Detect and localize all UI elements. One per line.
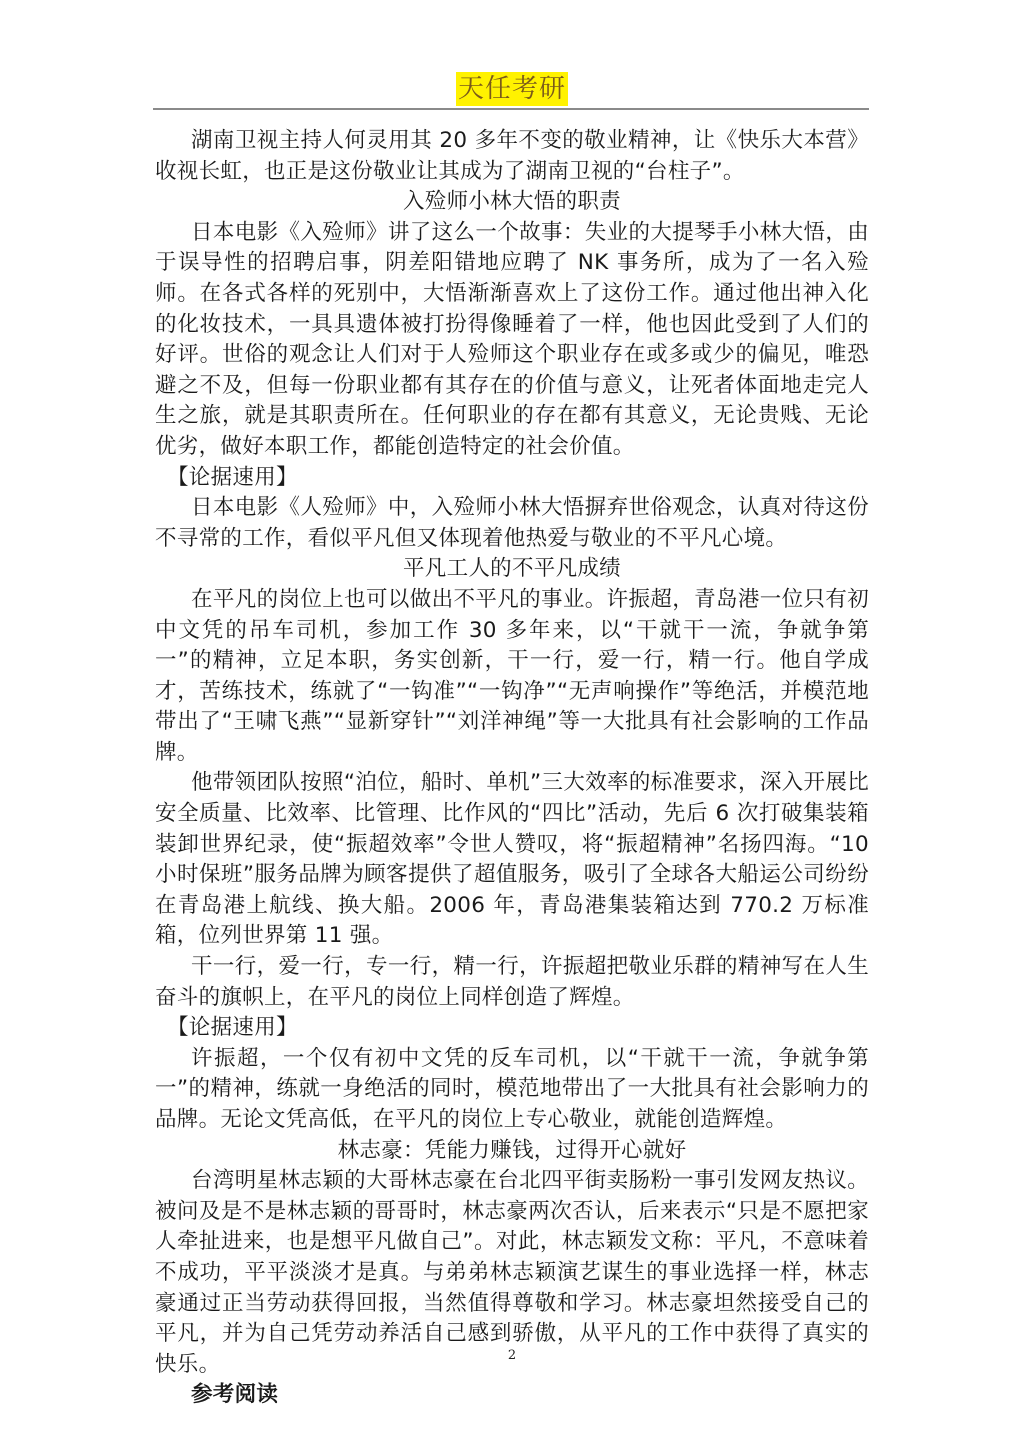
paragraph: 日本电影《入殓师》讲了这么一个故事：失业的大提琴手小林大悟，由于误导性的招聘启事，阴差阳错地应聘了 NK 事务所，成为了一名入殓师。在各式各样的死别中，大悟渐渐喜欢上了这份工作。通过他出神入化的化妆技术，一具具遗体被打扮得像睡着了一样，他也因此受到了人们的好评。世俗的观念让人们对于人殓师这个职业存在或多或少的偏见，唯恐避之不及，但每一份职业都有其存在的价值与意义，让死者体面地走完人生之旅，就是其职责所在。任何职业的存在都有其意义，无论贵贱、无论优劣，做好本职工作，都能创造特定的社会价值。 xyxy=(155,219,869,459)
evidence-tag: 【论据速用】 xyxy=(167,1015,298,1041)
paragraph: 台湾明星林志颖的大哥林志豪在台北四平街卖肠粉一事引发网友热议。被问及是不是林志颖的哥哥时，林志豪两次否认，后来表示“只是不愿把家人牵扯进来，也是想平凡做自己”。对此，林志颖发文称：平凡，不意味着不成功，平平淡淡才是真。与弟弟林志颖演艺谋生的事业选择一样，林志豪通过正当劳动获得回报，当然值得尊敬和学习。林志豪坦然接受自己的平凡，并为自己凭劳动养活自己感到骄傲，从平凡的工作中获得了真实的快乐。 xyxy=(155,1168,869,1377)
paragraph: 在平凡的岗位上也可以做出不平凡的事业。许振超，青岛港一位只有初中文凭的吊车司机，参加工作 30 多年来，以“干就干一流，争就争第一”的精神，立足本职，务实创新，干一行，爱一行，精一行。他自学成才，苦练技术，练就了“一钩准”“一钩净”“无声响操作”等绝活，并模范地带出了“王啸飞燕”“显新穿针”“刘洋神绳”等一大批具有社会影响的工作品牌。 xyxy=(155,586,869,765)
reference-reading-heading: 参考阅读 xyxy=(191,1382,279,1408)
evidence-tag: 【论据速用】 xyxy=(167,464,298,490)
paragraph: 他带领团队按照“泊位，船时、单机”三大效率的标准要求，深入开展比安全质量、比效率、比管理、比作风的“四比”活动，先后 6 次打破集装箱装卸世界纪录，使“振超效率”令世人赞叹，将“振超精神”名扬四海。“10 小时保班”服务品牌为顾客提供了超值服务，吸引了全球各大船运公司纷纷在青岛港上航线、换大船。2006 年，青岛港集装箱达到 770.2 万标准箱，位列世界第 11 强。 xyxy=(155,770,869,949)
paragraph: 干一行，爱一行，专一行，精一行，许振超把敬业乐群的精神写在人生奋斗的旗帜上，在平凡的岗位上同样创造了辉煌。 xyxy=(155,954,869,1010)
header-title: 天任考研 xyxy=(457,74,566,104)
header-rule xyxy=(153,108,869,110)
paragraph: 许振超，一个仅有初中文凭的反车司机，以“干就干一流，争就争第一”的精神，练就一身绝活的同时，模范地带出了一大批具有社会影响力的品牌。无论文凭高低，在平凡的岗位上专心敬业，就能创造辉煌。 xyxy=(155,1045,869,1132)
paragraph: 日本电影《人殓师》中，入殓师小林大悟摒弃世俗观念，认真对待这份不寻常的工作，看似平凡但又体现着他热爱与敬业的不平凡心境。 xyxy=(155,495,869,551)
section-heading: 林志豪：凭能力赚钱，过得开心就好 xyxy=(337,1137,687,1163)
paragraph: 湖南卫视主持人何灵用其 20 多年不变的敬业精神，让《快乐大本营》收视长虹，也正是这份敬业让其成为了湖南卫视的“台柱子”。 xyxy=(155,128,869,184)
page-number: 2 xyxy=(507,1348,517,1363)
page-header xyxy=(0,72,1024,106)
section-heading: 入殓师小林大悟的职责 xyxy=(402,189,621,215)
section-heading: 平凡工人的不平凡成绩 xyxy=(402,556,621,582)
document-body xyxy=(155,126,869,1411)
